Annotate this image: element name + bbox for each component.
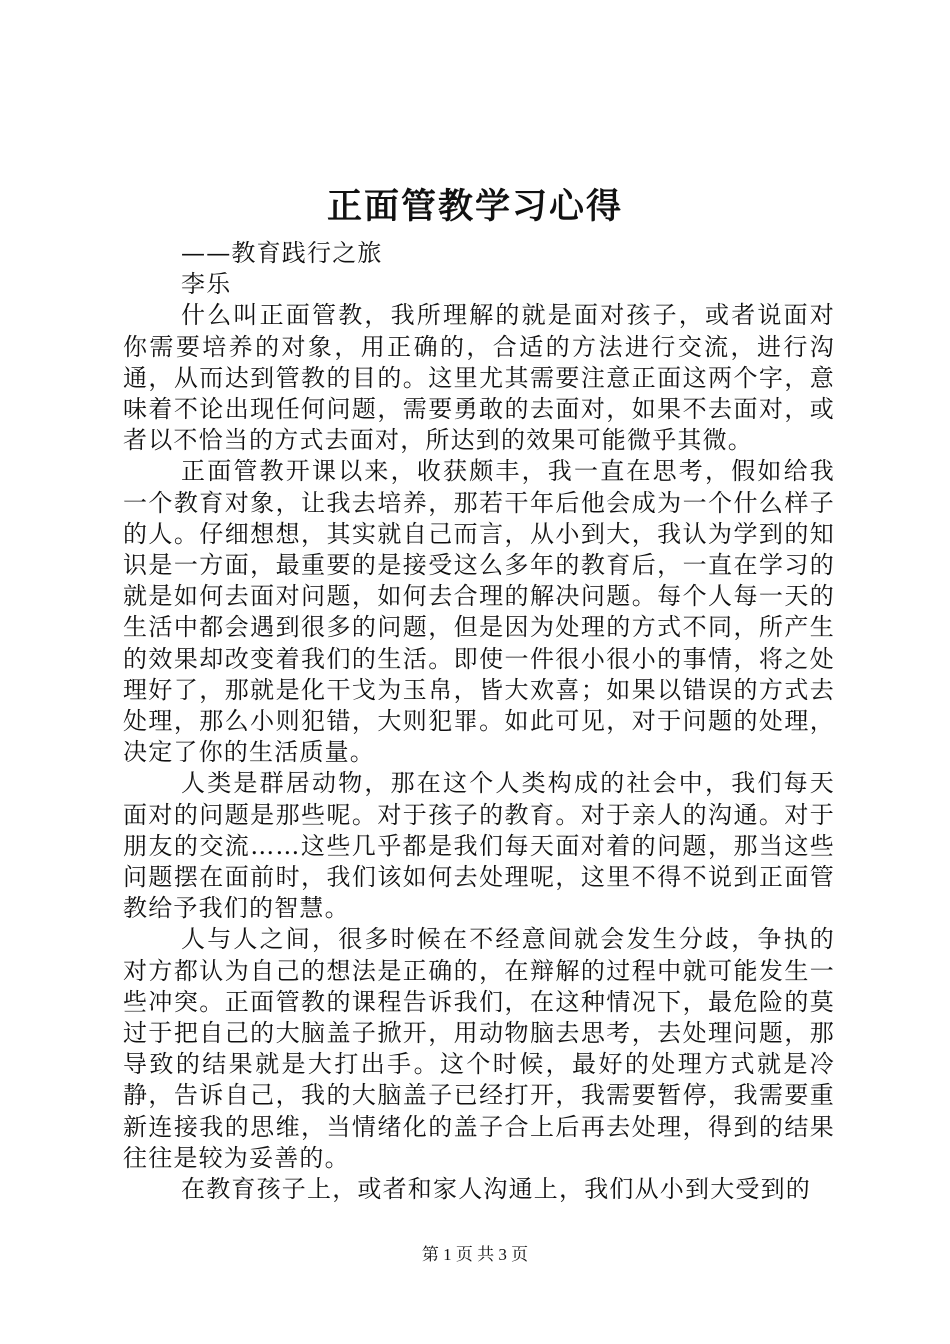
paragraph: 正面管教开课以来，收获颇丰，我一直在思考，假如给我一个教育对象，让我去培养，那若干年后他会成为一个什么样子的人。仔细想想，其实就自己而言，从小到大，我认为学到的知识是一方面，最重要的是接受这么多年的教育后，一直在学习的就是如何去面对问题，如何去合理的解决问题。每个人每一天的生活中都会遇到很多的问题，但是因为处理的方式不同，所产生的效果却改变着我们的生活。即使一件很小很小的事情，将之处理好了，那就是化干戈为玉帛，皆大欢喜；如果以错误的方式去处理，那么小则犯错，大则犯罪。如此可见，对于问题的处理，决定了你的生活质量。 bbox=[123, 457, 835, 767]
subtitle: ——教育践行之旅 bbox=[181, 239, 383, 267]
paragraph: 人类是群居动物，那在这个人类构成的社会中，我们每天面对的问题是那些呢。对于孩子的教育。对于亲人的沟通。对于朋友的交流……这些几乎都是我们每天面对着的问题，那当这些问题摆在面前时，我们该如何去处理呢，这里不得不说到正面管教给予我们的智慧。 bbox=[123, 769, 835, 923]
paragraph: 人与人之间，很多时候在不经意间就会发生分歧，争执的对方都认为自己的想法是正确的，在辩解的过程中就可能发生一些冲突。正面管教的课程告诉我们，在这种情况下，最危险的莫过于把自己的大脑盖子掀开，用动物脑去思考，去处理问题，那导致的结果就是大打出手。这个时候，最好的处理方式就是冷静，告诉自己，我的大脑盖子已经打开，我需要暂停，我需要重新连接我的思维，当情绪化的盖子合上后再去处理，得到的结果往往是较为妥善的。 bbox=[123, 925, 835, 1172]
paragraph: 在教育孩子上，或者和家人沟通上，我们从小到大受到的 bbox=[181, 1175, 811, 1204]
document-title: 正面管教学习心得 bbox=[326, 186, 623, 227]
document-body bbox=[123, 238, 835, 1205]
paragraph: 什么叫正面管教，我所理解的就是面对孩子，或者说面对你需要培养的对象，用正确的，合适的方法进行交流，进行沟通，从而达到管教的目的。这里尤其需要注意正面这两个字，意味着不论出现任何问题，需要勇敢的去面对，如果不去面对，或者以不恰当的方式去面对，所达到的效果可能微乎其微。 bbox=[123, 301, 835, 455]
author: 李乐 bbox=[181, 270, 232, 299]
page-number-footer: 第 1 页 共 3 页 bbox=[421, 1245, 529, 1264]
